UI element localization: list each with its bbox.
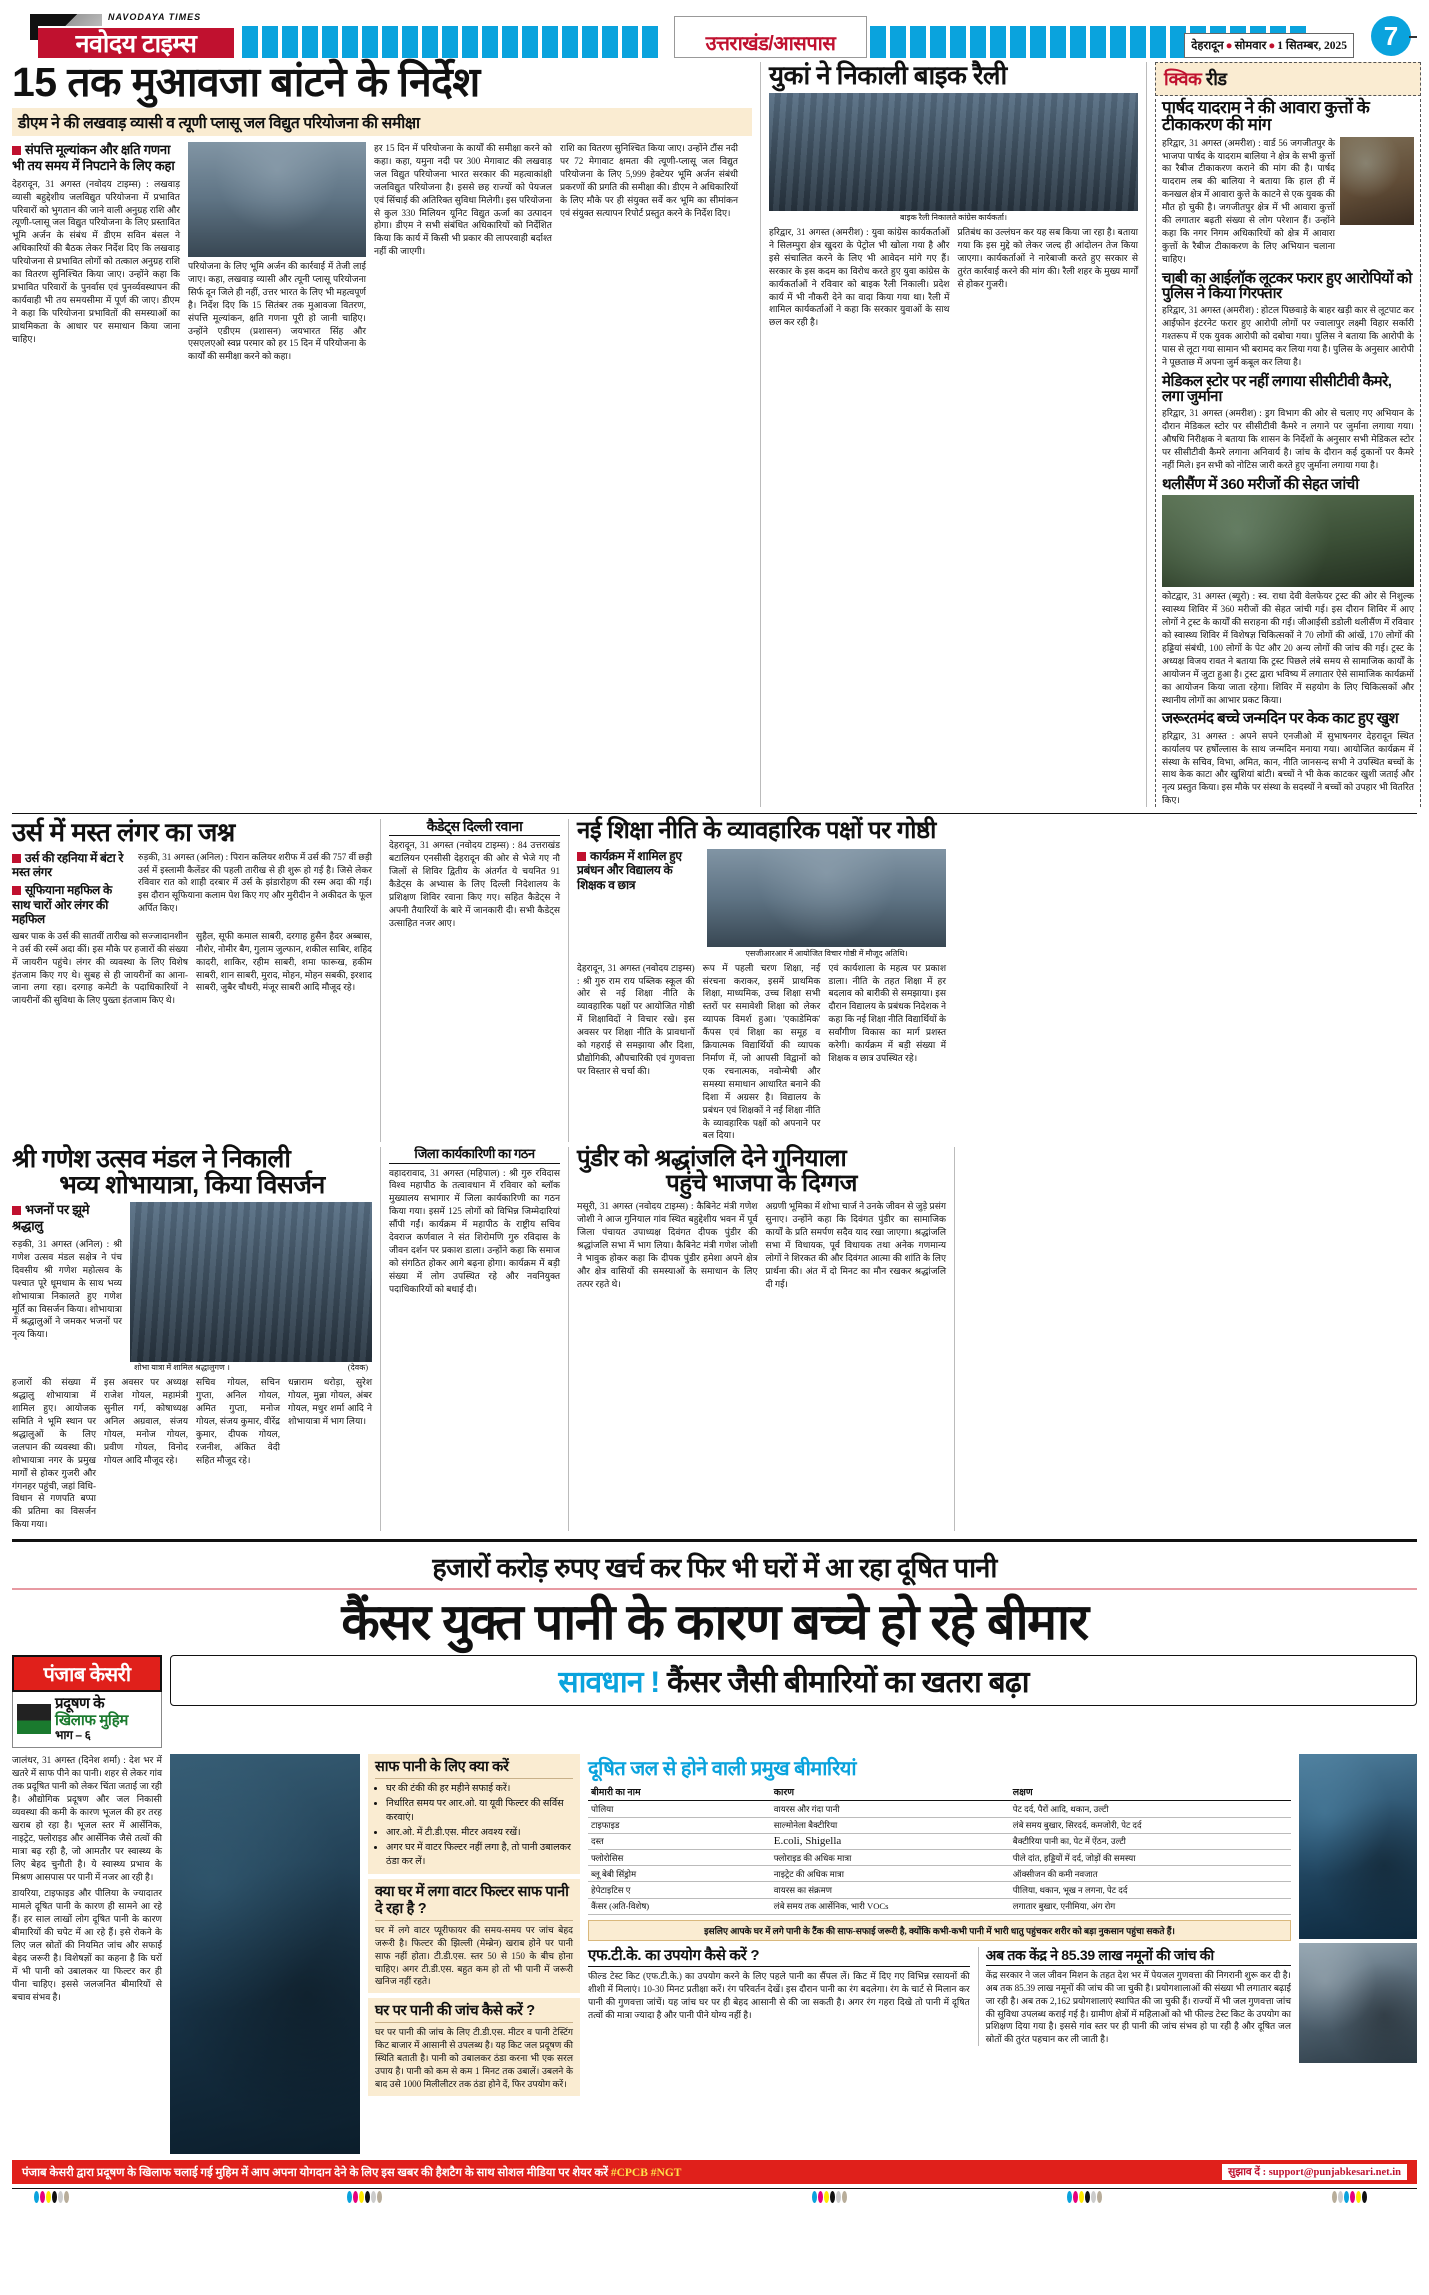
jila-headline: जिला कार्यकारिणी का गठन	[389, 1147, 560, 1163]
right-title: अब तक केंद्र ने 85.39 लाख नमूनों की जांच की	[986, 1947, 1291, 1966]
footer-text: पंजाब केसरी द्वारा प्रदूषण के खिलाफ चलाई गई मुहिम में आप अपना योगदान देने के लिए इस खबर की हैशटैग के साथ सोशल मीडिया पर शेयर करें	[22, 2166, 608, 2179]
cell-symptom: बैक्टीरिया पानी का, पेट में ऐंठन, उल्टी	[1010, 1833, 1291, 1849]
ganesh-body3: इस अवसर पर अध्यक्ष राजेश गोयल, महामंत्री सुनील गर्ग, कोषाध्यक्ष अनिल अग्रवाल, संजय गोयल, मनोज गोयल, प्रवीण गोयल, विनोद गोयल आदि मौजूद रहे।	[104, 1377, 188, 1465]
quick-read-column	[1146, 62, 1421, 807]
nep-body3: एवं कार्यशाला के महत्व पर प्रकाश डाला। नीति के तहत शिक्षा में हर बदलाव को बारीकी से समझाया। इस दौरान विद्यालय के प्रबंधक निदेशक ने कहा कि नई शिक्षा नीति विद्यार्थियों के सर्वांगीण विकास का मार्ग प्रशस्त करेगी। कार्यक्रम में बड़ी संख्या में शिक्षक व छात्र उपस्थित रहे।	[828, 962, 947, 1063]
qr-story4-photo	[1162, 495, 1414, 587]
lower-section	[12, 1147, 1417, 1531]
jila-story	[380, 1147, 560, 1531]
urs-bullet-0: उर्स की रहनिया में बंटा रे मस्त लंगर	[12, 850, 124, 880]
cadets-story	[380, 819, 560, 1142]
right-body: केंद्र सरकार ने जल जीवन मिशन के तहत देश भर में पेयजल गुणवत्ता की निगरानी शुरू कर दी है। अब तक 85.39 लाख नमूनों की जांच की जा चुकी है। प्रयोगशालाओं की संख्या भी लगातार बढ़ाई जा रही है। अब तक 2,162 प्रयोगशालाएं स्थापित की जा चुकी हैं। राज्यों में भी जल गुणवत्ता जांच की सुविधा उपलब्ध कराई गई है। ग्रामीण क्षेत्रों में महिलाओं को भी फील्ड टेस्ट किट के उपयोग का प्रशिक्षण दिया गया है। इससे गांव स्तर पर ही पानी की जांच संभव हो पा रही है और दूषित जल स्रोतों की तुरंत पहचान कर ली जाती है।	[985, 1969, 1291, 2045]
cell-cause: वायरस और गंदा पानी	[771, 1801, 1010, 1817]
nep-headline: नई शिक्षा नीति के व्यावहारिक पक्षों पर गोष्ठी	[577, 817, 936, 845]
pundir-body2: अग्रणी भूमिका में शोभा चार्ज ने उनके जीवन से जुड़े प्रसंग सुनाए। उन्होंने कहा कि दिवंगत पुंडीर का सामाजिक कार्यों के प्रति समर्पण सदैव याद रखा जाएगा। श्रद्धांजलि सभा में विधायक, पूर्व विधायक तथा अनेक गणमान्य लोगों ने शिरकत की और दिवंगत आत्मा की शांति के लिए प्रार्थना की। अंत में दो मिनट का मौन रखकर श्रद्धांजलि दी गई।	[765, 1201, 946, 1289]
bike-rally-photo	[769, 93, 1138, 211]
table-row	[588, 1833, 1291, 1849]
bullet-square-icon	[12, 146, 21, 155]
tips3-title: घर पर पानी की जांच कैसे करें ?	[375, 2003, 573, 2023]
bullet-square-icon	[12, 1206, 21, 1215]
nep-body2: रूप में पहली चरण शिक्षा, नई संरचना कराकर, इसमें प्राथमिक शिक्षा, माध्यमिक, उच्च शिक्षा सभी स्तरों पर समावेशी शिक्षा को लेकर व्यापक विमर्श हुआ। 'एकाडेमिक' कैंपस एवं शिक्षा का समूह व क्रियात्मक विद्यार्थियों की व्यापक निर्माण में, जो आपसी विद्वानों को एक रचनात्मक, नवोन्मेषी और समस्या समाधान आधारित बनाने की दिशा में अग्रसर है। विद्यालय के प्रबंधन एवं शिक्षकों ने नई शिक्षा नीति के व्यावहारिक पक्षों को अपनाने पर बल दिया।	[702, 962, 821, 1141]
bullet-square-icon	[12, 854, 21, 863]
pollution-feature	[12, 1539, 1417, 2184]
masthead	[12, 8, 1417, 58]
qr-story1-body: हरिद्वार, 31 अगस्त (अमरीश) : वार्ड 56 जगजीतपुर के भाजपा पार्षद के यादराम बालिया ने क्षेत्र के सभी कुत्तों का रैबीज टीकाकरण कराने की मांग की है। पार्षद यादराम लब की बालिया ने बताया कि हाल ही में कनखल क्षेत्र में आवारा कुत्ते के काटने से एक युवक की मौत हो चुकी है। जगजीतपुर क्षेत्र में भी आवारा कुत्तों की लगातार बढ़ती संख्या से लोग परेशान हैं। उन्होंने कहा कि नगर निगम अधिकारियों को क्षेत्र में आवारा कुत्तों के रैबीज टीकाकरण के लिए अभियान चलाना चाहिए।	[1162, 137, 1335, 264]
tips-home-test	[368, 1998, 580, 2095]
feature-sub-headline: हजारों करोड़ रुपए खर्च कर फिर भी घरों में आ रहा दूषित पानी	[12, 1548, 1417, 1590]
dateline: देहरादून ● सोमवार ● 1 सितम्बर, 2025	[1184, 33, 1354, 58]
th-cause: कारण	[771, 1783, 1010, 1801]
water-glass-photo	[170, 1754, 360, 2154]
cell-symptom: पीले दांत, हड्डियों में दर्द, जोड़ों की समस्या	[1010, 1849, 1291, 1865]
tips3-body: घर पर पानी की जांच के लिए टी.डी.एस. मीटर व पानी टेस्टिंग किट बाजार में आसानी से उपलब्ध है। यह किट जल प्रदूषण की स्थिति बताती है। पानी को उबालकर ठंडा करना भी एक सरल उपाय है। पानी को कम से कम 1 मिनट तक उबालें। उबलने के बाद उसे 1000 मिलीलीटर तक ठंडा होने दें, फिर उपयोग करें।	[375, 2027, 573, 2089]
ganesh-caption-left: शोभा यात्रा में शामिल श्रद्धालुगण ।	[134, 1363, 230, 1373]
brand-line1: प्रदूषण के	[55, 1695, 105, 1713]
nep-photo	[707, 849, 946, 947]
disease-table-note: इसलिए आपके घर में लगे पानी के टैंक की साफ-सफाई जरूरी है, क्योंकि कभी-कभी पानी में भारी धातु पहुंचकर शरीर को बड़ा नुकसान पहुंचा सकते हैं।	[588, 1920, 1291, 1941]
feature-left-body2: डायरिया, टाइफाइड और पीलिया के ज्यादातर मामले दूषित पानी के कारण ही सामने आ रहे हैं। हर साल लाखों लोग दूषित पानी के कारण बीमारियों की चपेट में आ रहे हैं। इसे रोकने के लिए जल स्रोतों की नियमित जांच और सफाई बेहद जरूरी है। विशेषज्ञों का कहना है कि घरों में भी पानी को उबालकर या फिल्टर कर ही पीना चाहिए। इससे जलजनित बीमारियों से बचाव संभव है।	[12, 1888, 162, 2002]
lead-col3: हर 15 दिन में परियोजना के कार्यों की समीक्षा करने को कहा। कहा, यमुना नदी पर 300 मेगावाट की लखवाड़ जल विद्युत परियोजना भारत सरकार की महत्वाकांक्षी जलविद्युत परियोजना है। इससे छह राज्यों को पेयजल एवं सिंचाई की अतिरिक्त सुविधा मिलेगी। इस परियोजना से कुल 330 मिलियन यूनिट विद्युत ऊर्जा का उत्पादन होगा। डीएम ने सभी संबंधित अधिकारियों को निर्देशित किया कि कार्य में किसी भी प्रकार की लापरवाही बर्दाश्त नहीं की जाएगी।	[374, 143, 552, 257]
feature-warning-bar	[170, 1655, 1417, 1706]
page-number-badge: 7	[1371, 16, 1411, 56]
qr-story4-headline: थलीसैंण में 360 मरीजों की सेहत जांची	[1162, 475, 1359, 493]
punjab-kesari-brand	[12, 1655, 162, 1748]
print-registration-marks	[12, 2188, 1417, 2204]
ganesh-photo	[130, 1202, 372, 1362]
list-item: • निर्धारित समय पर आर.ओ. या यूवी फिल्टर की सर्विस करवाएं।	[386, 1797, 573, 1825]
feature-tips-column	[368, 1754, 580, 2154]
qr-story1-photo	[1340, 137, 1414, 225]
newspaper-logo[interactable]	[12, 10, 242, 58]
masthead-stripe-bar	[242, 20, 1417, 58]
bike-rally-headline: युकां ने निकाली बाइक रैली	[769, 60, 1007, 90]
urs-body1: रुड़की, 31 अगस्त (अनिल) : पिरान कलियर शरीफ में उर्स की 757 वीं छड़ी उर्स में इस्लामी कैलेंडर की पहली तारीख से ही शुरू हो गई है। जिसे लेकर रविवार रात को शाही दरबार में उर्स के झंडारोहण की रस्म अदा की गई। इस दौरान सूफियाना कलाम पेश किए गए और मुरीदीन ने अकीदत के फूल अर्पित किए।	[138, 851, 372, 914]
bike-rally-body1: हरिद्वार, 31 अगस्त (अमरीश) : युवा कांग्रेस कार्यकर्ताओं ने सिलम्पुरा क्षेत्र खुदरा के पेट्रोल भी खोला गया है और इसे संचालित करने के लिए भी आवेदन मांगे गए हैं। सरकार के इस कदम का विरोध करते हुए युवा कांग्रेस के कार्यकर्ताओं ने रविवार को बाइक रैली निकाली। प्रदेश कार्य में भी नौकरी देने का वादा किया गया था। रैली में शामिल कार्यकर्ताओं ने कहा कि सरकार युवाओं के साथ छल कर रही है।	[769, 227, 950, 328]
cell-cause: E.coli, Shigella	[771, 1833, 1010, 1849]
warning-rest-text: कैंसर जैसी बीमारियों का खतरा बढ़ा	[667, 1666, 1029, 1700]
logo-hindi-name: नवोदय टाइम्स	[38, 26, 234, 58]
quick-read-header	[1155, 62, 1421, 96]
cell-disease: दस्त	[588, 1833, 771, 1849]
tips2-title: क्या घर में लगा वाटर फिल्टर साफ पानी दे रहा है ?	[375, 1884, 573, 1920]
factory-smoke-icon	[17, 1704, 51, 1734]
list-item: • अगर घर में वाटर फिल्टर नहीं लगा है, तो पानी उबालकर ठंडा कर लें।	[386, 1841, 573, 1869]
ftk-body: फील्ड टेस्ट किट (एफ.टी.के.) का उपयोग करने के लिए पहले पानी का सैंपल लें। किट में दिए गए विभिन्न रसायनों की शीशी में मिलाएं। 10-30 मिनट प्रतीक्षा करें। रंग परिवर्तन देखें। इस दौरान पानी का रंग बदलेगा। रंग के चार्ट से मिलान कर पानी की गुणवत्ता जांचें। यह जांच घर पर ही बेहद आसानी से की जा सकती है। अगर रंग गहरा दिखे तो पानी में दूषित तत्वों की मात्रा ज्यादा है और पानी पीने योग्य नहीं है।	[588, 1970, 970, 2020]
pundir-headline-1: पुंडीर को श्रद्धांजलि देने गुनियाला	[577, 1145, 847, 1173]
qr-story5-body: हरिद्वार, 31 अगस्त : अपने सपने एनजीओ में सुभाषनगर देहरादून स्थित कार्यालय पर हर्षोल्लास के साथ जन्मदिन मनाया गया। आयोजित कार्यक्रम में संस्था के सचिव, विभा, अमित, कान, नीति जानसन्द सभी ने उपस्थित बच्चों के साथ केक काटा और खुशियां बांटी। बच्चों ने भी केक काटकर खुशी जताई और नृत्य प्रस्तुत किया। इस मौके पर संस्था के सदस्यों ने बच्चों को उपहार भी वितरित किए।	[1162, 730, 1414, 806]
mid-section	[12, 813, 1417, 1142]
cell-cause: नाइट्रेट की अधिक मात्रा	[771, 1866, 1010, 1882]
pundir-body1: मसूरी, 31 अगस्त (नवोदय टाइम्स) : कैबिनेट मंत्री गणेश जोशी ने आज गुनियाल गांव स्थित बहुद्देशीय भवन में पूर्व जिला पंचायत उपाध्यक्ष दिवंगत दीपक पुंडीर की श्रद्धांजलि सभा में भाग लिया। कैबिनेट मंत्री गणेश जोशी ने भावुक होकर कहा कि दीपक पुंडीर हमेशा अपने क्षेत्र और क्षेत्र वासियों की समस्याओं के समाधान के लिए तत्पर रहते थे।	[577, 1201, 758, 1289]
cadets-headline: कैडेट्स दिल्ली रवाना	[389, 819, 560, 836]
cell-symptom: पेट दर्द, पैरों आदि, थकान, उल्टी	[1010, 1801, 1291, 1817]
ganesh-caption-right: (देवक)	[347, 1363, 368, 1373]
urs-bullet-1: सूफियाना महफिल के साथ चारों ओर लंगर की महफिल	[12, 882, 112, 927]
table-row	[588, 1898, 1291, 1914]
cadets-body: देहरादून, 31 अगस्त (नवोदय टाइम्स) : 84 उत्तराखंड बटालियन एनसीसी देहरादून की ओर से भेजे गए नौ जिलों से शिविर द्वितीय के अंतर्गत ये चयनित 91 कैडेट्स के अभ्यास के लिए दिल्ली निदेशालय के प्रशिक्षण शिविर रवाना किए गए। सहित कैडेट्स ने अपनी तैयारियों के बारे में जानकारी दी। सभी कैडेट्स उत्साहित नजर आए।	[389, 840, 560, 928]
brand-name: पंजाब केसरी	[12, 1655, 162, 1692]
qr-story1-headline: पार्षद यादराम ने की आवारा कुत्तों के टीकाकरण की मांग	[1162, 98, 1370, 135]
footer-hashtags: #CPCB #NGT	[610, 2166, 682, 2179]
nep-bullet: कार्यक्रम में शामिल हुए प्रबंधन और विद्यालय के शिक्षक व छात्र	[577, 848, 682, 892]
pundir-headline-2: पहुंचे भाजपा के दिग्गज	[666, 1169, 857, 1197]
warning-blue-text: सावधान !	[558, 1666, 660, 1700]
urs-headline: उर्स में मस्त लंगर का जश्न	[12, 817, 235, 848]
tips1-title: साफ पानी के लिए क्या करें	[375, 1759, 573, 1779]
cell-cause: वायरस का संक्रमण	[771, 1882, 1010, 1898]
cell-disease: ब्लू बेबी सिंड्रोम	[588, 1866, 771, 1882]
cell-disease: पोलिया	[588, 1801, 771, 1817]
section-tab[interactable]	[674, 16, 867, 58]
brand-line2: खिलाफ मुहिम	[55, 1711, 128, 1729]
list-item: • घर की टंकी की हर महीने सफाई करें।	[386, 1782, 573, 1796]
cell-symptom: ऑक्सीजन की कमी नवजात	[1010, 1866, 1291, 1882]
ganesh-body5: धन्नाराम धरोड़ा, सुरेश गोयल, मुन्ना गोयल, अंबर गोयल, मधुर शर्मा आदि ने शोभायात्रा में भाग लिया।	[288, 1377, 372, 1427]
cell-cause: साल्मोनेला बैक्टीरिया	[771, 1817, 1010, 1833]
bike-rally-body2: प्रतिबंध का उल्लंघन कर यह सब किया जा रहा है। बताया गया कि इस मुद्दे को लेकर जल्द ही आंदोलन तेज किया जाएगा। कार्यकर्ताओं ने नारेबाजी करते हुए सरकार से तुरंत कार्रवाई करने की मांग की। रैली शहर के मुख्य मार्गों से होकर गुजरी।	[957, 227, 1138, 289]
ganesh-body2: हजारों की संख्या में श्रद्धालु शोभायात्रा में शामिल हुए। आयोजक समिति ने भूमि स्थान पर श्रद्धालुओं के लिए जलपान की व्यवस्था की। शोभायात्रा नगर के प्रमुख मार्गों से होकर गुजरी और गंगनहर पहुंची, जहां विधि-विधान से गणपति बप्पा की प्रतिमा का विसर्जन किया गया।	[12, 1377, 96, 1530]
ganesh-body1: रुड़की, 31 अगस्त (अनिल) : श्री गणेश उत्सव मंडल सक्षेत्र ने पंच दिवसीय श्री गणेश महोत्सव के पश्चात पूरे धूमधाम के साथ भव्य शोभायात्रा निकालते हुए गणेश मूर्ति का विसर्जन किया। शोभायात्रा में श्रद्धालुओं ने जमकर भजनों पर नृत्य किया।	[12, 1239, 122, 1340]
ganesh-headline-2: भव्य शोभायात्रा, किया विसर्जन	[59, 1170, 325, 1199]
dateline-date: 1 सितम्बर, 2025	[1277, 40, 1347, 52]
bike-rally-caption: बाइक रैली निकालते कांग्रेस कार्यकर्ता।	[900, 213, 1007, 222]
feature-table-column	[588, 1754, 1291, 2154]
qr-story4-body: कोटद्वार, 31 अगस्त (ब्यूरो) : स्व. राधा देवी वेलफेयर ट्रस्ट की ओर से निशुल्क स्वास्थ्य शिविर में 360 मरीजों की सेहत जांची गई। इस दौरान शिविर में आए लोगों ने ट्रस्ट के कार्यों की सराहना की गई। जीआईसी डडोली थलीसैंण में रविवार को स्वास्थ्य शिविर में विशेषज्ञ चिकित्सकों ने 70 लोगों की आंखें, 170 लोगों की हड्डियां संबंधी, 100 लोगों के पेट और 20 अन्य लोगों की जांच की गई। ट्रस्ट के अध्यक्ष विजय रावत ने बताया कि ट्रस्ट पिछले लंबे समय से सामाजिक कार्यों के आयोजन में जुटा हुआ है। ट्रस्ट द्वारा भविष्य में लगातार ऐसे सामाजिक कार्यक्रमों का आयोजन किया जाता रहेगा। शिविर में सहयोग के लिए चिकित्सकों और स्थानीय लोगों का आभार प्रकट किया।	[1162, 591, 1414, 705]
tips-filter-check	[368, 1879, 580, 1993]
qr-story2-headline: चाबी का आईलॉक लूटकर फरार हुए आरोपियों को पुलिस ने किया गिरफ्तार	[1162, 269, 1412, 303]
urs-body2: खबर पाक के उर्स की सातवीं तारीख को सज्जादानशीन ने उर्स की रस्में अदा कीं। इस मौके पर हजारों की संख्या में जायरीन पहुंचे। लंगर की व्यवस्था के लिए विशेष इंतजाम किए गए थे। सुबह से ही जायरीनों का आना-जाना लगा रहा। दरगाह कमेटी के पदाधिकारियों ने जायरीनों की सुविधा के लिए पुख्ता इंतजाम किए थे।	[12, 930, 188, 1006]
lead-story	[12, 59, 752, 807]
quick-read-label-red: क्विक	[1164, 69, 1202, 89]
ganesh-headline-1: श्री गणेश उत्सव मंडल ने निकाली	[12, 1145, 291, 1174]
lead-headline: 15 तक मुआवजा बांटने के निर्देश	[12, 59, 480, 105]
ganesh-body4: सचिव गोयल, सचिन गुप्ता, अनिल गोयल, अमित गुप्ता, मनोज गोयल, संजय कुमार, वीरेंद्र कुमार, दीपक गोयल, रजनीश, अंकित वेदी सहित मौजूद रहे।	[196, 1377, 280, 1465]
table-row	[588, 1849, 1291, 1865]
brand-part: भाग – ६	[55, 1728, 91, 1743]
cell-cause: फ्लोराइड की अधिक मात्रा	[771, 1849, 1010, 1865]
quick-read-label-rest: रीड	[1205, 69, 1227, 89]
table-row	[588, 1801, 1291, 1817]
lead-kicker: डीएम ने की लखवाड़ व्यासी व त्यूणी प्लासू जल विद्युत परियोजना की समीक्षा	[12, 108, 752, 136]
dateline-day: सोमवार	[1234, 40, 1267, 52]
table-row	[588, 1866, 1291, 1882]
nep-story	[568, 819, 946, 1142]
cell-cause: लंबे समय तक आर्सेनिक, भारी VOCs	[771, 1898, 1010, 1914]
ganesh-story	[12, 1147, 372, 1531]
tips-clean-water	[368, 1754, 580, 1874]
footer-support-email[interactable]: सुझाव दें : support@punjabkesari.net.in	[1222, 2164, 1407, 2180]
feature-left-column	[12, 1754, 162, 2154]
table-header-row	[588, 1783, 1291, 1801]
lead-bullet-text: संपत्ति मूल्यांकन और क्षति गणना भी तय समय में निपटाने के लिए कहा	[12, 142, 175, 173]
ftk-block	[588, 1947, 970, 2047]
qr-story3-body: हरिद्वार, 31 अगस्त (अमरीश) : ड्रग विभाग की ओर से चलाए गए अभियान के दौरान मेडिकल स्टोर पर सीसीटीवी कैमरे न लगाने पर जुर्माना लगाया गया। औषधि निरीक्षक ने बताया कि शासन के निर्देशों के अनुसार सभी मेडिकल स्टोर पर सीसीटीवी कैमरे लगाना अनिवार्य है। जांच के दौरान कई दुकानों पर कैमरे नहीं मिले। इन सभी को नोटिस जारी करते हुए जुर्माना लगाया गया है।	[1162, 408, 1414, 471]
lead-col1: देहरादून, 31 अगस्त (नवोदय टाइम्स) : लखवाड़ व्यासी बहुद्देशीय जलविद्युत परियोजना में प्रभावित परिवारों को भुगतान की जाने वाली अनुग्रह राशि और त्यूणी-प्लासू जल विद्युत परियोजना के लिए प्रस्तावित भूमि अर्जन के संबंध में डीएम सविन बंसल ने अधिकारियों की बैठक लेकर निर्देश दिए कि लखवाड़ परियोजना से प्रभावित लोगों को तत्काल अनुग्रह राशि का वितरण सुनिश्चित किया जाए। उन्होंने कहा कि प्रभावित परिवारों के पुनर्वास एवं पुनर्व्यवस्थापन की कार्यवाही भी तय समयसीमा में पूर्ण की जाए। डीएम ने कहा कि परियोजना प्रभावितों की समस्याओं का प्राथमिकता के आधार पर समाधान किया जाना चाहिए।	[12, 178, 180, 344]
cell-disease: हेपेटाइटिस ए	[588, 1882, 771, 1898]
lead-photo	[188, 142, 366, 257]
nep-caption: एसजीआरआर में आयोजित विचार गोष्ठी में मौजूद अतिथि।	[745, 948, 908, 958]
ganesh-bullet: भजनों पर झूमे श्रद्धालु	[12, 1202, 90, 1234]
campaign-footer-bar	[12, 2160, 1417, 2184]
disease-table	[588, 1783, 1291, 1914]
feature-main-headline: कैंसर युक्त पानी के कारण बच्चे हो रहे बीमार	[341, 1594, 1088, 1651]
qr-story3-headline: मेडिकल स्टोर पर नहीं लगाया सीसीटीवी कैमरे, लगा जुर्माना	[1162, 372, 1392, 406]
th-symptom: लक्षण	[1010, 1783, 1291, 1801]
center-samples-block	[978, 1947, 1291, 2047]
lead-col4: राशि का वितरण सुनिश्चित किया जाए। उन्होंने टौंस नदी पर 72 मेगावाट क्षमता की त्यूणी-प्लासू जल विद्युत परियोजना के लिए 5,999 हेक्टेयर भूमि अर्जन संबंधी प्रकरणों की प्रगति की समीक्षा की। डीएम ने अधिकारियों के लिए मौके पर ही संयुक्त सर्वे कर भूमि का सीमांकन एवं संयुक्त सत्यापन रिपोर्ट प्रस्तुत करने के निर्देश दिए।	[560, 143, 738, 218]
tips1-list	[375, 1782, 573, 1868]
cell-symptom: लंबे समय बुखार, सिरदर्द, कमजोरी, पेट दर्द	[1010, 1817, 1291, 1833]
table-row	[588, 1817, 1291, 1833]
cell-disease: फ्लोरोसिस	[588, 1849, 771, 1865]
lead-col2: परियोजना के लिए भूमि अर्जन की कार्रवाई में तेजी लाई जाए। कहा, लखवाड़ व्यासी और त्यूनी प्लासू परियोजना सिर्फ दून जिले ही नहीं, उत्तर भारत के लिए भी महत्वपूर्ण है। निर्देश दिए कि 15 सितंबर तक मुआवजा वितरण, संपत्ति मूल्यांकन, क्षति गणना पूरी हो जानी चाहिए। उन्होंने एडीएम (प्रशासन) जयभारत सिंह और एसएलएओ स्वप्न परमार को हर 15 दिन में परियोजना के कार्यों की समीक्षा करने को कहा।	[188, 261, 366, 362]
cell-symptom: पीलिया, थकान, भूख न लगना, पेट दर्द	[1010, 1882, 1291, 1898]
th-disease: बीमारी का नाम	[588, 1783, 771, 1801]
qr-story2-body: हरिद्वार, 31 अगस्त (अमरीश) : होटल पिछवाड़े के बाहर खड़ी कार से लूटपाट कर आईफोन इंटरनेट फरार हुए आरोपी लोगों पर ज्वालापुर लक्ष्मी विहार सर्कारी गश्तरूप में एक युवक आरोपी को दबोचा गया। पुलिस ने बताया कि आरोपी के पास से लूटा गया सामान भी बरामद कर लिया गया है। पुलिस के अनुसार आरोपी ने पूछताछ में अपना जुर्म कबूल कर लिया है।	[1162, 305, 1414, 367]
list-item: • आर.ओ. में टी.डी.एस. मीटर अवश्य रखें।	[386, 1826, 573, 1840]
feature-left-body1: जालंधर, 31 अगस्त (दिनेश शर्मा) : देश भर में खतरे में साफ पीने का पानी। शहर से लेकर गांव तक प्रदूषित पानी को लेकर चिंता जताई जा रही है। औद्योगिक प्रदूषण और जल निकासी व्यवस्था की कमी के कारण भूजल की हर तरह खराब हो रहा है। भूजल स्तर में आर्सेनिक, नाइट्रेट, फ्लोराइड और आर्सेनिक जैसे तत्वों की मात्रा बढ़ रही है, जो आमतौर पर स्वास्थ्य के लिए बेहद चुनौती है। ये स्वास्थ्य प्रभाव के मिश्रण आसपास पर पानी में नजर आ रही है।	[12, 1755, 162, 1882]
ftk-title: एफ.टी.के. का उपयोग कैसे करें ?	[588, 1947, 970, 1967]
cell-disease: टाइफाइड	[588, 1817, 771, 1833]
tips2-body: घर में लगे वाटर प्यूरीफायर की समय-समय पर जांच बेहद जरूरी है। फिल्टर की झिल्ली (मेम्ब्रेन) खराब होने पर पानी साफ नहीं होता। टी.डी.एस. स्तर 50 से 150 के बीच होना चाहिए। अगर टी.डी.एस. बहुत कम हो तो भी पानी में जरूरी खनिज नहीं रहते।	[375, 1924, 573, 1987]
dateline-city: देहरादून	[1191, 40, 1224, 52]
quick-read-body	[1155, 99, 1421, 807]
urs-body3: सुहैल, सूफी कमाल साबरी, दरगाह हुसैन हैदर अब्बास, नौशेर, नोमीर बैग, गुलाम जुल्फान, शकील साबिर, शहिद कादरी, शाकिर, रहीम साबरी, शमा फारूख, हकीम साबरी, शान साबरी, मुराद, मोहन, मोहन सबकी, इरशाद साबरी, जुबैर चौधरी, मंजूर साबरी आदि मौजूद रहे।	[196, 930, 372, 993]
jila-body: वहादरावाद, 31 अगस्त (महिपाल) : श्री गुरु रविदास विश्व महापीठ के तत्वावधान में रविवार को ब्लॉक मुख्यालय सभागार में जिला कार्यकारिणी का गठन किया गया। इसमें 125 लोगों को विभिन्न जिम्मेदारियां सौंपी गईं। कार्यक्रम में महापीठ के राष्ट्रीय सचिव देवराज कर्णवाल ने संत शिरोमणि गुरु रविदास के जीवन दर्शन पर प्रकाश डाला। उन्होंने कहा कि समाज को संगठित होकर आगे बढ़ना होगा। कार्यक्रम में बड़ी संख्या में लोग उपस्थित रहे और नवनियुक्त पदाधिकारियों को बधाई दी।	[389, 1167, 560, 1294]
water-test-photo	[1299, 1754, 1417, 2154]
urs-story	[12, 819, 372, 1142]
bike-rally-story	[760, 62, 1138, 807]
table-row	[588, 1882, 1291, 1898]
section-tab-label: उत्तराखंड/आसपास	[705, 33, 836, 55]
logo-english-name: NAVODAYA TIMES	[108, 12, 202, 22]
pundir-story	[568, 1147, 946, 1531]
cell-disease: कैंसर (अति-विशेष)	[588, 1898, 771, 1914]
lead-bullet-block	[12, 142, 180, 174]
disease-table-title: दूषित जल से होने वाली प्रमुख बीमारियां	[588, 1758, 857, 1781]
cell-symptom: लगातार बुखार, एनीमिया, अंग रोग	[1010, 1898, 1291, 1914]
bullet-square-icon	[577, 852, 586, 861]
qr-story5-headline: जरूरतमंद बच्चे जन्मदिन पर केक काट हुए खुश	[1162, 710, 1399, 728]
top-section	[12, 59, 1417, 807]
nep-body1: देहरादून, 31 अगस्त (नवोदय टाइम्स) : श्री गुरु राम राय पब्लिक स्कूल की ओर से नई शिक्षा नीति के व्यावहारिक पक्षों पर आयोजित गोष्ठी में शिक्षाविदों ने विचार रखे। इस अवसर पर शिक्षा नीति के प्रावधानों को गहराई से समझाया और दिशा, प्रौद्योगिकी, औपचारिकी एवं गुणवत्ता पर विस्तार से चर्चा की।	[577, 962, 695, 1076]
bullet-square-icon	[12, 886, 21, 895]
page-number-tail	[1409, 36, 1417, 38]
